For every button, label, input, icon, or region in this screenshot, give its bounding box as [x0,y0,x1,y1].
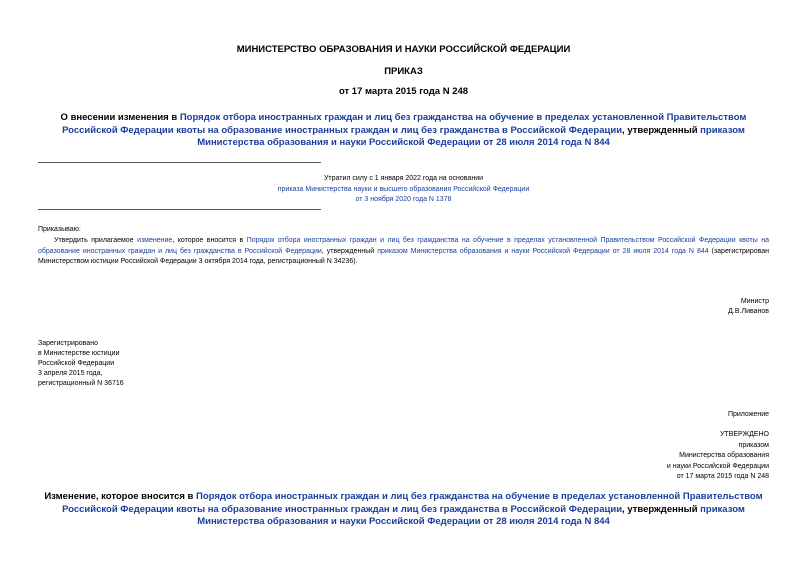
order-844-link-body[interactable]: приказом Министерства образования и науки Российской Федерации от 28 июля 2014 года N 844 [377,247,709,255]
registration-line5: регистрационный N 36716 [38,380,124,387]
approved-line2: Министерства образования [679,452,769,459]
amendment-link[interactable]: изменение [137,237,173,244]
registration-line1: Зарегистрировано [38,340,98,347]
ministry-heading: МИНИСТЕРСТВО ОБРАЗОВАНИЯ И НАУКИ РОССИЙСКОЙ ФЕДЕРАЦИИ [236,44,571,55]
approved-line3: и науки Российской Федерации [666,463,769,470]
amendment-title-middle: , утвержденный [622,503,701,515]
procedure-link-body[interactable]: Порядок отбора иностранных граждан и лиц без гражданства на обучение в пределах установленной Правительством Российской Федерации квоты на образование иностранных граждан и лиц без гражданства в Российской Федерации [38,237,769,255]
approved-label: УТВЕРЖДЕНО [719,431,769,438]
paragraph-start: Утвердить прилагаемое [54,237,138,244]
registration-line2: в Министерстве юстиции [38,350,120,357]
expiry-notice-line1: Утратил силу с 1 января 2022 года на основании [323,175,484,182]
order-date-number: от 17 марта 2015 года N 248 [338,86,469,97]
title-middle: , утвержденный [622,124,701,136]
amendment-title-prefix: Изменение, которое вносится в [44,491,197,502]
divider-top [38,162,321,163]
orders-label: Приказываю: [38,226,81,233]
expiry-order-link[interactable]: приказа Министерства науки и высшего образования Российской Федерации [277,186,530,193]
body-paragraph [38,236,769,268]
appendix-label: Приложение [727,411,769,418]
procedure-link[interactable]: Порядок отбора иностранных граждан и лиц без гражданства на обучение в пределах установленной Правительством Российской Федерации квоты на образование иностранных граждан и лиц без гражданства в Российской Федерации [62,112,747,136]
document-type: ПРИКАЗ [384,66,423,77]
expiry-order-date-link[interactable]: от 3 ноября 2020 года N 1378 [355,196,452,203]
approved-line1: приказом [738,442,769,449]
title-prefix: О внесении изменения в [60,112,180,123]
order-844-link-2[interactable]: приказом Министерства образования и науки Российской Федерации от 28 июля 2014 года N 844 [197,503,745,527]
procedure-link-2[interactable]: Порядок отбора иностранных граждан и лиц без гражданства на обучение в пределах установленной Правительством Российской Федерации квоты на образование иностранных граждан и лиц без гражданства в Российской Федерации [62,491,763,515]
paragraph-mid1: , которое вносится в [172,237,247,244]
paragraph-mid2: , утвержденный [321,247,378,255]
registration-line4: 3 апреля 2015 года, [38,370,103,377]
order-844-link[interactable]: приказом Министерства образования и науки Российской Федерации от 28 июля 2014 года N 844 [197,124,745,148]
approved-line4: от 17 марта 2015 года N 248 [676,473,769,480]
order-title [38,112,769,150]
registration-line3: Российской Федерации [38,360,115,367]
divider-bottom [38,209,321,210]
signatory-position: Министр [740,298,769,305]
paragraph-end: (зарегистрирован Министерством юстиции Российской Федерации 3 октября 2014 года, регистрационный N 34236). [38,247,770,265]
amendment-title [38,491,769,529]
signatory-name: Д.В.Ливанов [728,308,769,315]
